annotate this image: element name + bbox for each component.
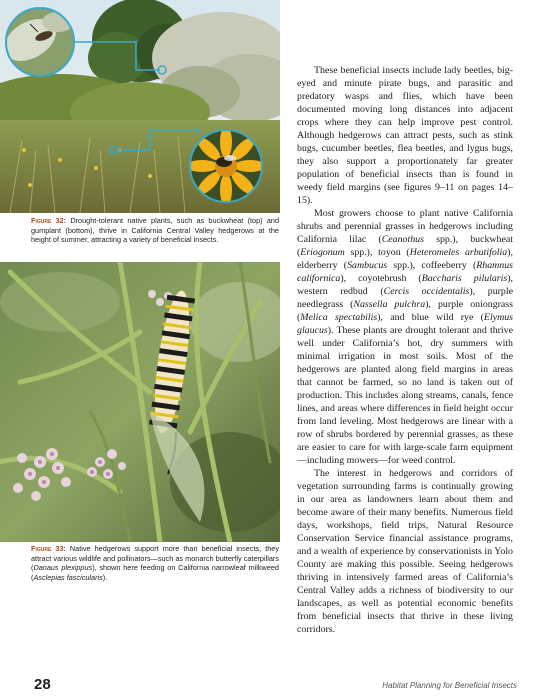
species-name: Baccharis pilularis	[421, 273, 508, 284]
species-name: Rhamnus californica	[297, 260, 514, 284]
paragraph-text: ), western redbud (	[297, 273, 514, 297]
figure-33-caption-part: ), shown here feeding on California narrowleaf milkweed (	[31, 563, 279, 582]
figure-32-caption-text: Drought-tolerant native plants, such as buckwheat (top) and gumplant (bottom), thrive in California Central Valley hedgerows at the height of summer, attracting a variety of beneficial insects.	[31, 216, 279, 245]
monarch-caterpillar-photo	[0, 262, 280, 542]
figure-33-caption	[31, 544, 279, 582]
figure-32-label: Figure 32:	[31, 216, 67, 225]
species-name: Nassella pulchra	[353, 299, 426, 310]
hedgerow-photo	[0, 0, 280, 213]
species-name: Ceanothus	[381, 234, 424, 245]
figure-32-caption	[31, 216, 279, 245]
paragraph-text: spp.), coffeeberry (	[387, 260, 477, 271]
species-name: Cercis occidentalis	[383, 286, 470, 297]
figure-33-caption-part: ).	[102, 572, 108, 582]
running-title: Habitat Planning for Beneficial Insects	[382, 681, 517, 690]
figure-33-label: Figure 33:	[31, 544, 66, 553]
paragraph-text: These beneficial insects include lady beetles, big-eyed and minute pirate bugs, and parasitic and predatory wasps and flies, which have been documented moving long distances into adjacent crops where they can help improve pest control. Although hedgerows can attract pests, such as stink bugs, cucumber beetles, flea beetles, and lygus bugs, they also support a proportionately far greater population of beneficial insects than is found in weedy field margins (see figures 9–11 on pages 14–15).	[297, 65, 513, 206]
paragraph-text: ), and blue wild rye (	[377, 312, 484, 323]
species-name: Melica spectabilis	[300, 312, 378, 323]
monarch-caterpillar-illustration	[0, 262, 280, 542]
figure-33-caption-part: Native hedgerows support more than beneficial insects, they attract various wildlife and pollinators—such as monarch butterfly caterpillars (	[31, 544, 279, 573]
paragraph-text: ), purple oniongrass (	[297, 299, 513, 323]
paragraph-text: ), elderberry (	[297, 247, 513, 271]
species-name: Sambucus	[347, 260, 388, 271]
figure-33-species-name: Asclepias fascicularis	[33, 572, 103, 582]
paragraph-text: ). These plants are drought tolerant and thrive well under California’s hot, dry summers with minimal irrigation in most soils. Most of the hedgerows are planted along field margins in areas that cannot be farmed, so no land is taken out of production. This includes along streams, canals, fence lines, and areas where differences in field height occur from land leveling. Most hedgerows are linear with a row of shrubs bordered by perennial grasses, as these are easier to care for with large-scale farm equipment—including mowers—for weed control.	[297, 325, 513, 466]
body-paragraph	[297, 467, 513, 636]
body-paragraph	[297, 64, 513, 207]
hedgerow-photo-illustration	[0, 0, 280, 213]
paragraph-text: spp.), buckwheat (	[297, 234, 514, 258]
figure-33-species-name: Danaus plexippus	[33, 563, 93, 573]
body-paragraph	[297, 207, 513, 467]
species-name: Heteromeles arbutifolia	[409, 247, 508, 258]
paragraph-text: spp.), toyon (	[344, 247, 410, 258]
species-name: Elymus glaucus	[297, 312, 513, 336]
paragraph-text: The interest in hedgerows and corridors of vegetation surrounding farms is continually growing in our area as landowners learn about them and become aware of their many benefits. Numerous field days, workshops, field trips, Natural Resource Conservation Service financial assistance programs, and a wealth of experience by conservationists in Yolo County are making this possible. Seeing hedgerows thriving in intensively farmed areas of California’s Central Valley adds a richness of biodiversity to our landscapes, as well as potential economic benefits from beneficial insects that thrive in these living corridors.	[297, 468, 513, 635]
paragraph-text: Most growers choose to plant native California shrubs and perennial grasses in hedgerows including California lilac (	[297, 208, 513, 245]
page-number: 28	[34, 676, 51, 693]
species-name: Eriogonum	[300, 247, 345, 258]
paragraph-text: ), coyotebrush (	[340, 273, 422, 284]
body-text-column	[297, 64, 513, 636]
paragraph-text: ), purple needlegrass (	[297, 286, 513, 310]
